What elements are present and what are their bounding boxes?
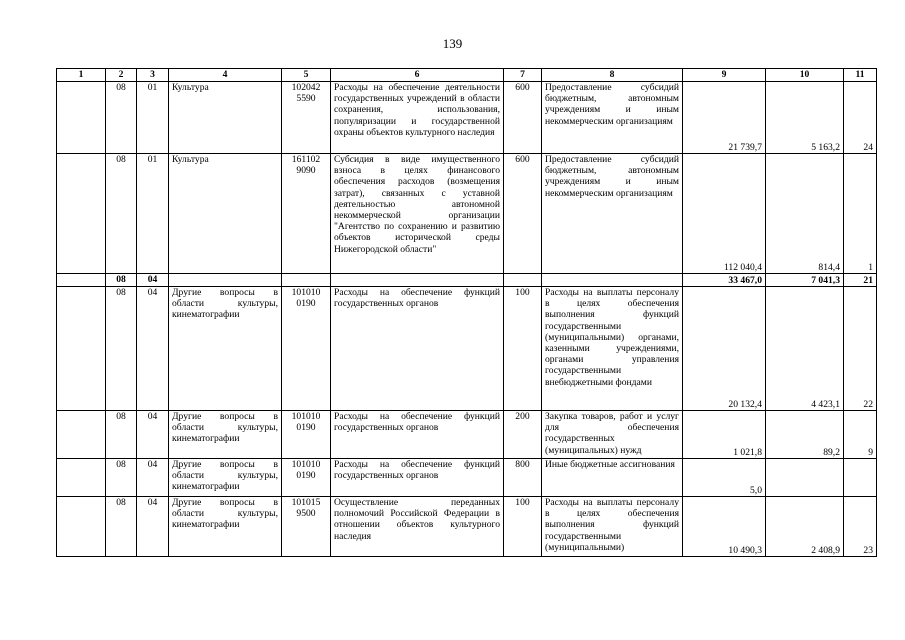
cell-subsection: 04 — [137, 274, 169, 287]
cell-section: 08 — [106, 459, 137, 497]
header-cell: 10 — [766, 69, 844, 82]
table-row — [57, 154, 877, 274]
cell-section: 08 — [106, 411, 137, 459]
cell-amount-plan: 33 467,0 — [683, 274, 766, 287]
table-row — [57, 287, 877, 411]
cell-subsection: 04 — [137, 459, 169, 497]
cell-subsection: 01 — [137, 154, 169, 274]
cell-amount-actual: 89,2 — [766, 411, 844, 459]
cell-percent: 1 — [844, 154, 877, 274]
cell-percent: 22 — [844, 287, 877, 411]
cell-section: 08 — [106, 154, 137, 274]
table-row — [57, 82, 877, 154]
header-cell: 11 — [844, 69, 877, 82]
cell-expense-type-name: Предоставление субсидий бюджетным, автономным учреждениям и иным некоммерческим организациям — [542, 82, 683, 154]
cell-expense-description: Расходы на обеспечение деятельности государственных учреждений в области сохранения, использования, популяризации и государственной охраны объектов культурного наследия — [331, 82, 504, 154]
table-row — [57, 411, 877, 459]
cell-expense-type: 100 — [504, 497, 542, 557]
cell-amount-actual: 7 041,3 — [766, 274, 844, 287]
cell-subsection: 04 — [137, 411, 169, 459]
cell-amount-plan: 5,0 — [683, 459, 766, 497]
cell-subsection-name: Другие вопросы в области культуры, кинематографии — [169, 411, 282, 459]
cell-expense-description: Осуществление переданных полномочий Российской Федерации в отношении объектов культурного наследия — [331, 497, 504, 557]
cell-subsection: 01 — [137, 82, 169, 154]
cell-expense-type-name: Иные бюджетные ассигнования — [542, 459, 683, 497]
cell-amount-actual — [766, 459, 844, 497]
cell-target-code: 101010 0190 — [282, 459, 331, 497]
cell-target-code: 101015 9500 — [282, 497, 331, 557]
cell-section: 08 — [106, 274, 137, 287]
cell-col1 — [57, 411, 106, 459]
table-row — [57, 497, 877, 557]
cell-percent: 23 — [844, 497, 877, 557]
cell-expense-description — [331, 274, 504, 287]
cell-target-code — [282, 274, 331, 287]
cell-subsection-name: Другие вопросы в области культуры, кинематографии — [169, 497, 282, 557]
header-cell: 9 — [683, 69, 766, 82]
header-cell: 4 — [169, 69, 282, 82]
cell-section: 08 — [106, 497, 137, 557]
cell-percent — [844, 459, 877, 497]
header-row — [57, 69, 877, 82]
cell-expense-type — [504, 274, 542, 287]
header-cell: 7 — [504, 69, 542, 82]
cell-col1 — [57, 274, 106, 287]
cell-amount-plan: 10 490,3 — [683, 497, 766, 557]
cell-col1 — [57, 287, 106, 411]
cell-subsection-name — [169, 274, 282, 287]
subtotal-row — [57, 274, 877, 287]
cell-subsection-name: Культура — [169, 82, 282, 154]
header-cell: 8 — [542, 69, 683, 82]
page-number: 139 — [442, 36, 463, 51]
cell-target-code: 102042 5590 — [282, 82, 331, 154]
header-cell: 5 — [282, 69, 331, 82]
cell-col1 — [57, 82, 106, 154]
cell-subsection-name: Другие вопросы в области культуры, кинематографии — [169, 287, 282, 411]
cell-expense-type: 600 — [504, 154, 542, 274]
cell-percent: 24 — [844, 82, 877, 154]
cell-col1 — [57, 459, 106, 497]
cell-percent: 21 — [844, 274, 877, 287]
cell-col1 — [57, 154, 106, 274]
cell-col1 — [57, 497, 106, 557]
cell-target-code: 101010 0190 — [282, 411, 331, 459]
cell-amount-plan: 21 739,7 — [683, 82, 766, 154]
cell-amount-plan: 112 040,4 — [683, 154, 766, 274]
cell-expense-type-name: Расходы на выплаты персоналу в целях обеспечения выполнения функций государственными (муниципальными) — [542, 497, 683, 557]
cell-amount-plan: 20 132,4 — [683, 287, 766, 411]
cell-section: 08 — [106, 82, 137, 154]
cell-expense-type: 800 — [504, 459, 542, 497]
header-cell: 3 — [137, 69, 169, 82]
header-cell: 6 — [331, 69, 504, 82]
cell-percent: 9 — [844, 411, 877, 459]
cell-target-code: 101010 0190 — [282, 287, 331, 411]
cell-section: 08 — [106, 287, 137, 411]
cell-subsection-name: Другие вопросы в области культуры, кинематографии — [169, 459, 282, 497]
cell-expense-type: 200 — [504, 411, 542, 459]
cell-subsection-name: Культура — [169, 154, 282, 274]
cell-expense-description: Расходы на обеспечение функций государственных органов — [331, 411, 504, 459]
budget-table — [56, 68, 877, 557]
cell-expense-description: Субсидия в виде имущественного взноса в целях финансового обеспечения расходов (возмещения затрат), связанных с уставной деятельностью автономной некоммерческой организации "Агентство по сохранению и развитию объектов исторической среды Нижегородской области" — [331, 154, 504, 274]
header-cell: 2 — [106, 69, 137, 82]
cell-amount-actual: 5 163,2 — [766, 82, 844, 154]
cell-subsection: 04 — [137, 497, 169, 557]
cell-target-code: 161102 9090 — [282, 154, 331, 274]
table-row — [57, 459, 877, 497]
cell-expense-description: Расходы на обеспечение функций государственных органов — [331, 287, 504, 411]
cell-amount-actual: 4 423,1 — [766, 287, 844, 411]
cell-expense-type-name: Предоставление субсидий бюджетным, автономным учреждениям и иным некоммерческим организациям — [542, 154, 683, 274]
cell-expense-type-name: Расходы на выплаты персоналу в целях обеспечения выполнения функций государственными (муниципальными) органами, казенными учреждениями, органами управления государственными внебюджетными фондами — [542, 287, 683, 411]
cell-expense-type-name — [542, 274, 683, 287]
cell-subsection: 04 — [137, 287, 169, 411]
cell-amount-plan: 1 021,8 — [683, 411, 766, 459]
cell-amount-actual: 2 408,9 — [766, 497, 844, 557]
header-cell: 1 — [57, 69, 106, 82]
cell-expense-description: Расходы на обеспечение функций государственных органов — [331, 459, 504, 497]
cell-amount-actual: 814,4 — [766, 154, 844, 274]
cell-expense-type: 100 — [504, 287, 542, 411]
cell-expense-type: 600 — [504, 82, 542, 154]
cell-expense-type-name: Закупка товаров, работ и услуг для обеспечения государственных (муниципальных) нужд — [542, 411, 683, 459]
